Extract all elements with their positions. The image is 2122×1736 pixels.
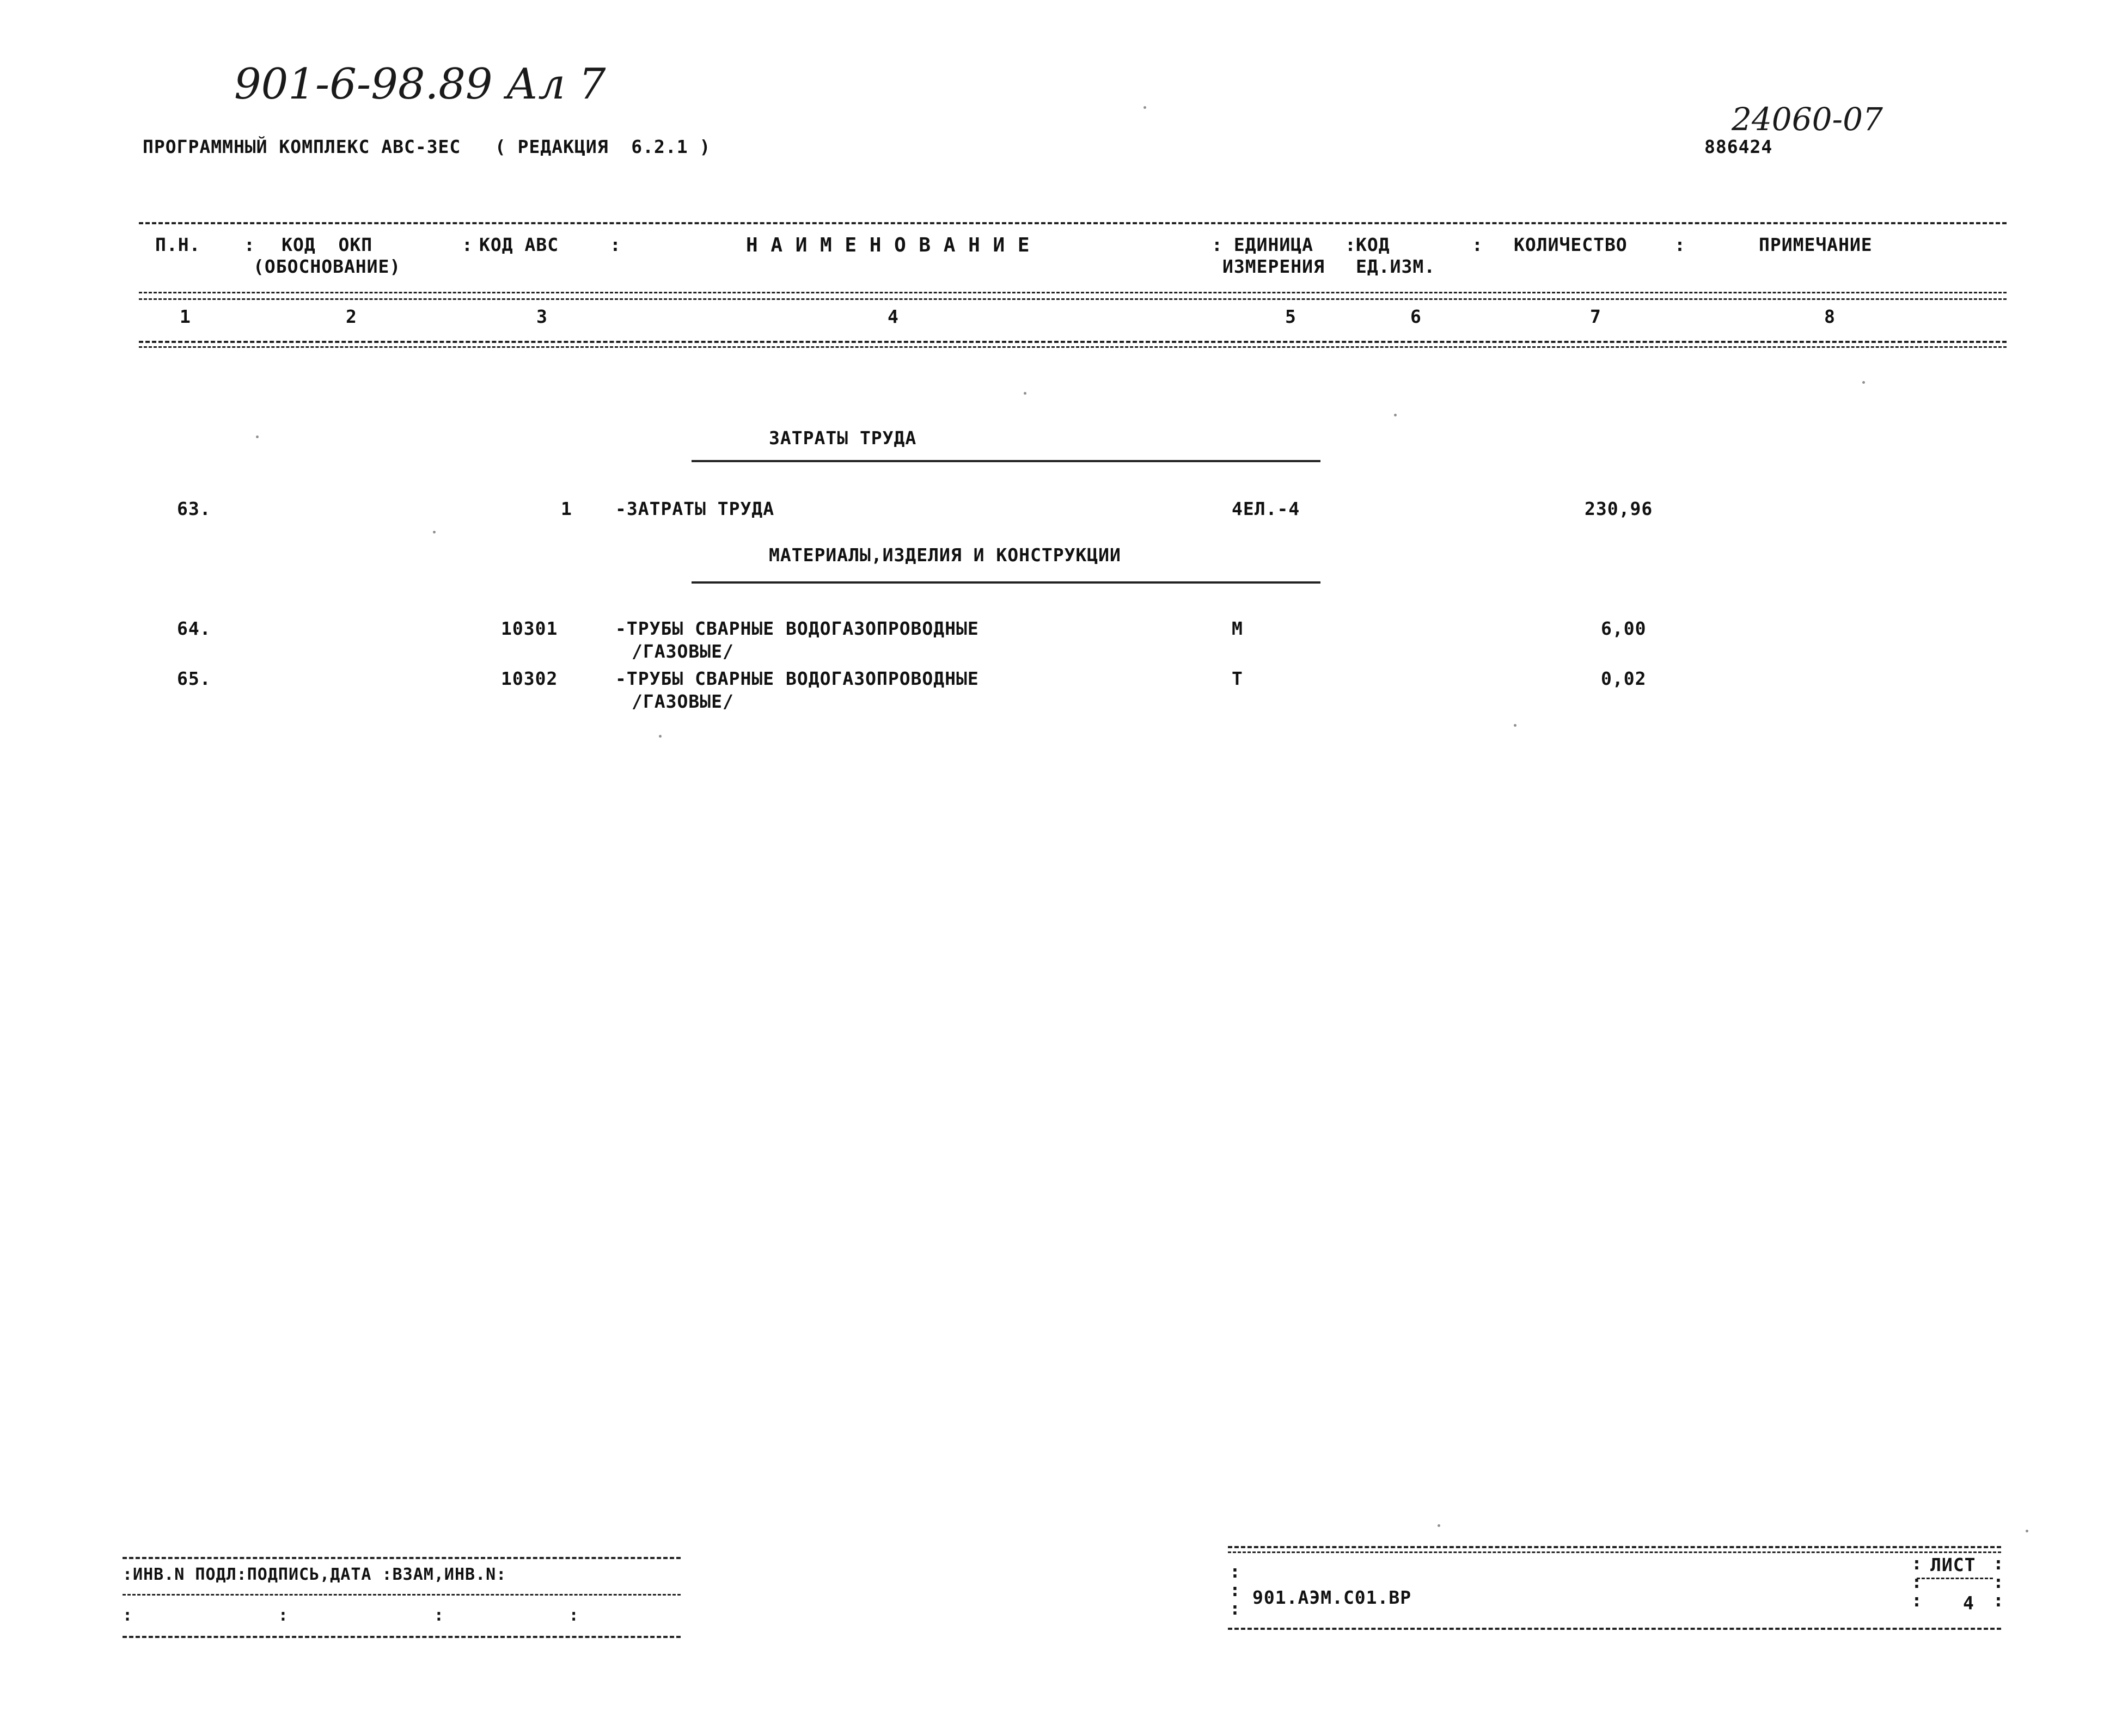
col-header-okp: КОД ОКП (ОБОСНОВАНИЕ)	[253, 234, 401, 277]
section-title: ЗАТРАТЫ ТРУДА	[769, 427, 917, 449]
handwritten-project-number: 901-6-98.89 Ал 7	[234, 60, 606, 109]
column-separators: :	[1212, 234, 1223, 255]
col-header-note: ПРИМЕЧАНИЕ	[1759, 234, 1873, 255]
numbers-bottom-rule-2	[139, 346, 2007, 348]
stamp-cells: : : : :	[123, 1606, 579, 1625]
title-block-top-rule-2	[1228, 1551, 2001, 1553]
sheet-cell-border: : : :	[1911, 1553, 1923, 1611]
column-separators: :	[1674, 234, 1686, 255]
stamp-bottom-rule	[123, 1636, 681, 1638]
row-quantity: 6,00	[1601, 618, 1647, 639]
row-quantity: 0,02	[1601, 668, 1647, 689]
section-title-underline	[692, 581, 1320, 584]
col-number: 2	[346, 306, 357, 327]
table-top-rule	[139, 222, 2007, 224]
col-number: 4	[888, 306, 899, 327]
row-abc-code: 1	[561, 498, 572, 519]
scan-speck	[433, 531, 436, 533]
scan-speck	[256, 435, 259, 438]
program-complex-line: ПРОГРАММНЫЙ КОМПЛЕКС АВС-3ЕС ( РЕДАКЦИЯ 6.2.1 )	[143, 136, 711, 157]
col-number: 3	[536, 306, 548, 327]
stamp-middle-rule	[123, 1594, 681, 1596]
row-name: -ТРУБЫ СВАРНЫЕ ВОДОГАЗОПРОВОДНЫЕ	[615, 618, 979, 639]
title-block-separator: : : :	[1230, 1561, 1241, 1619]
column-separators: :	[1345, 234, 1356, 255]
row-unit: М	[1232, 618, 1243, 639]
section-title: МАТЕРИАЛЫ,ИЗДЕЛИЯ И КОНСТРУКЦИИ	[769, 544, 1121, 566]
col-header-pn: П.Н.	[155, 234, 201, 255]
scan-speck	[2026, 1530, 2028, 1532]
col-header-unit: ЕДИНИЦА ИЗМЕРЕНИЯ	[1222, 234, 1325, 277]
row-pn: 64.	[177, 618, 211, 639]
col-number: 8	[1824, 306, 1836, 327]
col-header-abc: КОД АВС	[479, 234, 559, 255]
column-separators: :	[610, 234, 621, 255]
handwritten-sheet-code: 24060-07	[1732, 101, 1883, 138]
title-block-bottom-rule	[1228, 1628, 2001, 1630]
column-separators: :	[462, 234, 473, 255]
sheet-label: ЛИСТ	[1930, 1554, 1976, 1575]
column-separators-row1: :	[244, 234, 255, 255]
scan-speck	[1438, 1524, 1440, 1527]
row-abc-code: 10302	[501, 668, 558, 689]
section-title-underline	[692, 460, 1320, 462]
row-quantity: 230,96	[1585, 498, 1653, 519]
stamp-top-rule	[123, 1557, 681, 1559]
code-number-right: 886424	[1704, 136, 1773, 157]
col-number: 7	[1590, 306, 1601, 327]
scan-speck	[1143, 106, 1146, 109]
col-number: 6	[1410, 306, 1422, 327]
row-name: -ТРУБЫ СВАРНЫЕ ВОДОГАЗОПРОВОДНЫЕ	[615, 668, 979, 689]
scan-speck	[1514, 724, 1516, 727]
col-header-unit-code: КОД ЕД.ИЗМ.	[1356, 234, 1436, 277]
col-number: 1	[180, 306, 191, 327]
column-separators: :	[1472, 234, 1483, 255]
scan-speck	[1024, 392, 1026, 395]
scan-speck	[1862, 381, 1865, 384]
row-pn: 65.	[177, 668, 211, 689]
col-number: 5	[1285, 306, 1297, 327]
row-name-continuation: /ГАЗОВЫЕ/	[632, 641, 734, 662]
sheet-number: 4	[1963, 1592, 1974, 1614]
row-unit: 4ЕЛ.-4	[1232, 498, 1300, 519]
scan-speck	[659, 735, 662, 738]
row-abc-code: 10301	[501, 618, 558, 639]
row-pn: 63.	[177, 498, 211, 519]
numbers-bottom-rule	[139, 341, 2007, 343]
col-header-quantity: КОЛИЧЕСТВО	[1514, 234, 1628, 255]
title-block-top-rule	[1228, 1546, 2001, 1548]
numbers-top-rule	[139, 298, 2007, 300]
row-name-continuation: /ГАЗОВЫЕ/	[632, 691, 734, 712]
header-bottom-rule	[139, 292, 2007, 293]
sheet-cell-border-right: : : :	[1993, 1553, 2004, 1611]
scan-speck	[1394, 414, 1397, 416]
row-unit: Т	[1232, 668, 1243, 689]
stamp-header: :ИНВ.N ПОДЛ:ПОДПИСЬ,ДАТА :ВЗАМ,ИНВ.N:	[123, 1565, 507, 1584]
col-header-name: Н А И М Е Н О В А Н И Е	[746, 234, 1030, 256]
document-code: 901.АЭМ.С01.ВР	[1252, 1587, 1412, 1608]
row-name: -ЗАТРАТЫ ТРУДА	[615, 498, 775, 519]
sheet-cell-divider	[1917, 1578, 1993, 1579]
